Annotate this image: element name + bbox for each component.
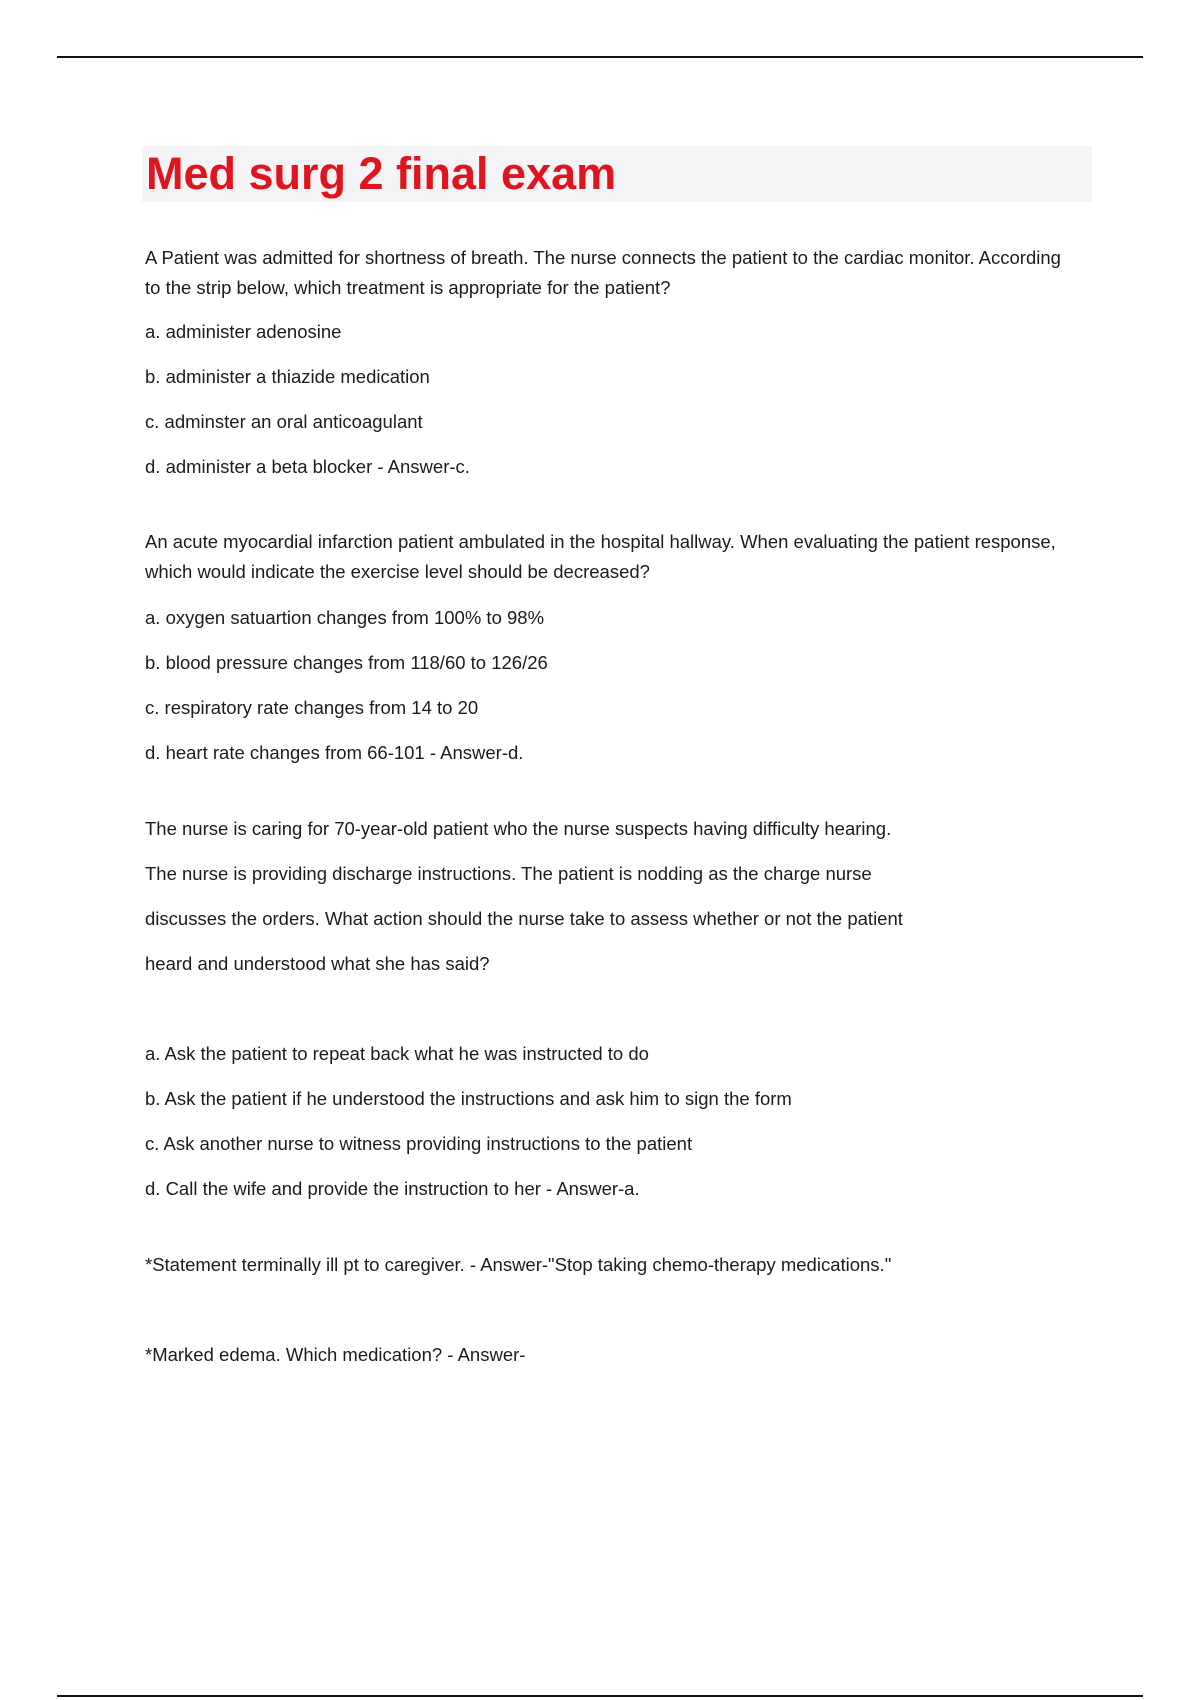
question-stem-line: The nurse is caring for 70-year-old patient who the nurse suspects having difficulty hearing. [145, 818, 892, 839]
footer-rule [57, 1695, 1143, 1697]
answer-option: d. heart rate changes from 66-101 - Answer-d. [145, 742, 524, 763]
answer-option: b. blood pressure changes from 118/60 to 126/26 [145, 652, 548, 673]
document-body [145, 243, 1075, 1370]
question-block [145, 1340, 1075, 1370]
question-block [145, 1250, 1075, 1280]
question-stem-line: The nurse is providing discharge instructions. The patient is nodding as the charge nurse [145, 863, 872, 884]
question-stem-line: heard and understood what she has said? [145, 953, 490, 974]
question-block [145, 527, 1075, 768]
question-block [145, 243, 1075, 482]
answer-option: b. administer a thiazide medication [145, 366, 430, 387]
document-title: Med surg 2 final exam [146, 148, 617, 199]
question-stem: An acute myocardial infarction patient ambulated in the hospital hallway. When evaluating the patient response, which would indicate the exercise level should be decreased? [145, 531, 1056, 582]
answer-option: b. Ask the patient if he understood the instructions and ask him to sign the form [145, 1088, 792, 1109]
answer-option: a. Ask the patient to repeat back what he was instructed to do [145, 1043, 649, 1064]
answer-option: c. respiratory rate changes from 14 to 20 [145, 697, 479, 718]
question-block [145, 814, 1075, 1204]
question-stem: *Statement terminally ill pt to caregiver. - Answer-"Stop taking chemo-therapy medications." [145, 1254, 892, 1275]
answer-option: a. oxygen satuartion changes from 100% to 98% [145, 607, 545, 628]
answer-option: d. Call the wife and provide the instruction to her - Answer-a. [145, 1178, 640, 1199]
answer-option: c. Ask another nurse to witness providing instructions to the patient [145, 1133, 693, 1154]
question-stem: A Patient was admitted for shortness of breath. The nurse connects the patient to the cardiac monitor. According to the strip below, which treatment is appropriate for the patient? [145, 247, 1061, 298]
question-stem: *Marked edema. Which medication? - Answer- [145, 1344, 526, 1365]
question-stem-line: discusses the orders. What action should the nurse take to assess whether or not the patient [145, 908, 903, 929]
answer-option: d. administer a beta blocker - Answer-c. [145, 456, 470, 477]
header-rule [57, 56, 1143, 58]
answer-option: c. adminster an oral anticoagulant [145, 411, 423, 432]
answer-option: a. administer adenosine [145, 321, 342, 342]
